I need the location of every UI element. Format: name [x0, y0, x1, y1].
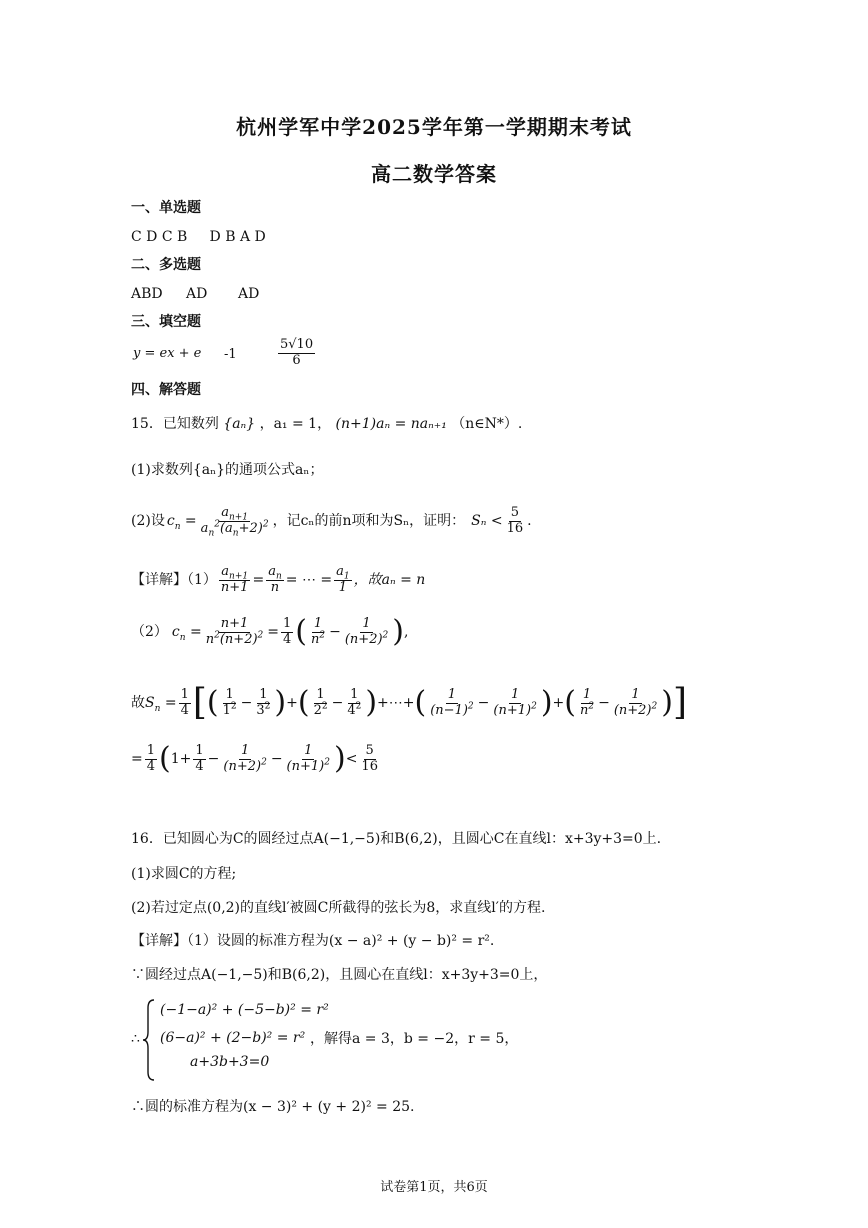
fill-answer-1: y = ex + e	[133, 346, 202, 361]
q15-part2-prefix: (2)设	[131, 513, 165, 530]
fill-answer-2: -1	[224, 347, 237, 362]
q16-system-eq-3: a+3b+3=0	[190, 1054, 270, 1070]
q16-system-eq-1: (−1−a)² + (−5−b)² = r²	[160, 1002, 329, 1018]
multi-choice-answer-1: ABD	[131, 286, 163, 302]
q15-sol-label: 【详解】（1）	[131, 572, 217, 589]
section-single-choice: 一、单选题	[131, 200, 201, 216]
q15-conclusion-prefix: =	[131, 751, 143, 768]
q15-stem-cond3: （n∈N*）.	[451, 416, 523, 432]
q15-part2-end: .	[527, 513, 532, 530]
q15-conclusion: = $\frac{1}{4}$ ( 1+ $\frac{1}{4}$ − $\frac{1}{(n+2)^2}$ − $\frac{1}{(n+1)^2}$ ) < $\frac{5}{16}$	[131, 741, 378, 777]
fill-answer-3-denominator: 6	[292, 352, 301, 368]
exam-title: 杭州学军中学2025学年第一学期期末考试	[236, 115, 632, 139]
q16-part1: (1)求圆C的方程;	[131, 866, 237, 882]
q16-stem: 16．已知圆心为C的圆经过点A(−1,−5)和B(6,2)，且圆心C在直线l：x+3y+3=0上.	[131, 831, 662, 847]
q15-stem-cond2: (n+1)aₙ = naₙ₊₁	[335, 416, 447, 432]
exam-subtitle: 高二数学答案	[371, 162, 497, 186]
q15-sol1-end: ，故aₙ = n	[353, 572, 426, 589]
q15-stem-cond1: ，a₁ = 1，	[259, 416, 332, 432]
multi-choice-answer-3: AD	[238, 286, 260, 302]
section-multi-choice: 二、多选题	[131, 257, 201, 273]
q15-stem-seq: {aₙ}	[223, 416, 256, 432]
q16-part2: (2)若过定点(0,2)的直线l′被圆C所截得的弦长为8，求直线l′的方程.	[131, 900, 546, 916]
q15-stem	[131, 416, 522, 433]
section-solutions: 四、解答题	[131, 382, 201, 398]
brace-icon	[142, 998, 156, 1082]
q15-sum: 故 $S_n$ = $\frac{1}{4}$ [ ( $\frac{1}{1^2}$ − $\frac{1}{3^2}$ ) + ( $\frac{1}{2^2}$ − $\frac{1}{4^2}$ ) +⋯+ ( $\frac{1}{(n-1)^2}$ − $\frac{1}{(n+1)^2}$ ) + ( $\frac{1}{n^2}$ − $\frac{1}{(n+2)^2}$ ) ]	[131, 682, 688, 723]
q15-solution-2: （2） $c_n$ = $\frac{n+1}{n^2(n+2)^2}$ = $\frac{1}{4}$ ( $\frac{1}{n^2}$ − $\frac{1}{(n+2)^2}$ ) ,	[131, 614, 409, 650]
q15-part2: (2)设 $c_n$ = $\frac{a_{n+1}}{a_n^2(a_n+2)^2}$ ，记cₙ的前n项和为Sₙ，证明： Sₙ < $\frac{5}{16}$ .	[131, 505, 532, 539]
q16-therefore: ∴	[131, 1031, 140, 1047]
q16-because: ∵圆经过点A(−1,−5)和B(6,2)，且圆心在直线l：x+3y+3=0上，	[131, 967, 548, 983]
q15-part1: (1)求数列{aₙ}的通项公式aₙ；	[131, 462, 324, 478]
fill-answer-3-numerator: 5√10	[280, 337, 314, 352]
page-footer: 试卷第1页，共6页	[380, 1180, 488, 1195]
fill-answer-3	[276, 338, 317, 369]
q15-part2-claim: Sₙ <	[471, 513, 503, 530]
q15-stem-prefix: 15．已知数列	[131, 416, 219, 432]
section-fill-blank: 三、填空题	[131, 314, 201, 330]
single-choice-answers: C D C B D B A D	[131, 229, 266, 245]
q15-sum-prefix: 故	[131, 694, 145, 711]
q16-system-eq-2: (6−a)² + (2−b)² = r²	[160, 1030, 306, 1046]
q15-sol2-label: （2）	[131, 624, 168, 641]
q16-solution-1: 【详解】（1）设圆的标准方程为(x − a)² + (y − b)² = r².	[131, 933, 495, 949]
q16-final: ∴圆的标准方程为(x − 3)² + (y + 2)² = 25.	[131, 1099, 415, 1115]
q16-solved: ，解得a = 3，b = −2，r = 5，	[310, 1031, 519, 1047]
q15-part2-mid: ，记cₙ的前n项和为Sₙ，证明：	[272, 513, 466, 530]
q15-solution-1: 【详解】（1） $\frac{a_{n+1}}{n+1}$ = $\frac{a_n}{n}$ = ⋯ = $\frac{a_1}{1}$ ，故aₙ = n	[131, 564, 426, 595]
multi-choice-answer-2: AD	[186, 286, 208, 302]
